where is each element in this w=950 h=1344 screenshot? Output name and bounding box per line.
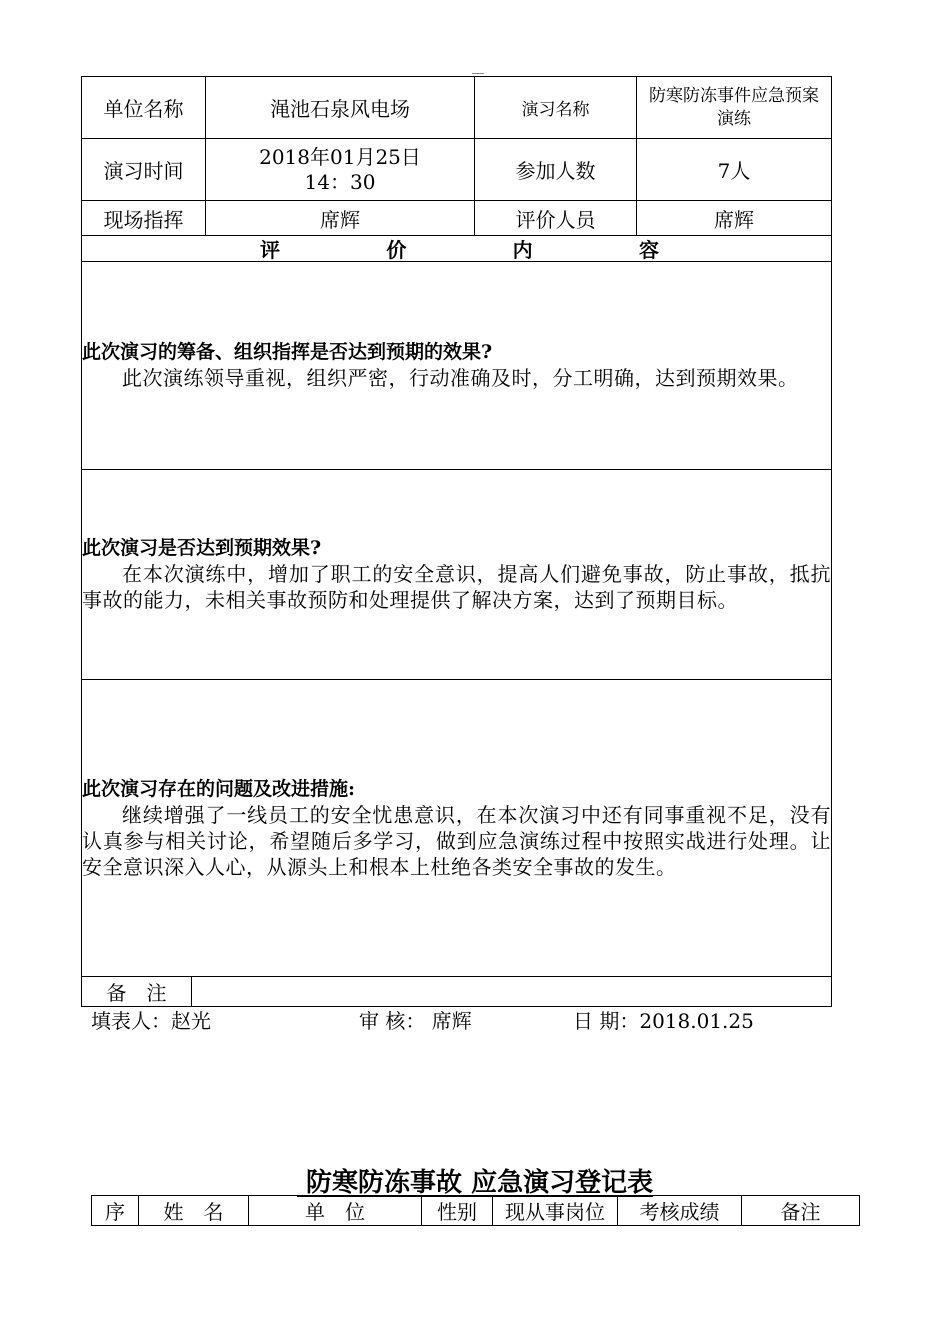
time-clock: 14：30 (304, 169, 376, 194)
heading-char: 价 (386, 238, 407, 262)
section-answer: 此次演练领导重视，组织严密，行动准确及时，分工明确，达到预期效果。 (122, 366, 799, 390)
remark-value (192, 977, 832, 1007)
register-table (91, 1195, 860, 1226)
column-header: 性别 (422, 1196, 493, 1226)
remark-row (81, 976, 832, 1007)
time-date: 2018年01月25日 (259, 144, 421, 169)
column-header: 现从事岗位 (493, 1196, 618, 1226)
section-question: 此次演习是否达到预期效果? (82, 537, 322, 559)
time-value (206, 139, 475, 201)
date: 日 期：2018.01.25 (573, 1009, 754, 1033)
reviewer: 审 核： 席辉 (359, 1009, 472, 1033)
remark-label: 备 注 (82, 977, 192, 1007)
commander-label: 现场指挥 (82, 201, 206, 236)
column-header: 单 位 (249, 1196, 422, 1226)
column-header: 考核成绩 (618, 1196, 742, 1226)
count-label: 参加人数 (475, 139, 637, 201)
section-answer: 继续增强了一线员工的安全忧患意识，在本次演习中还有同事重视不足，没有认真参与相关讨论，希望随后多学习，做到应急演练过程中按照实战进行处理。让安全意识深入人心，从源头上和根本上杜绝各类安全事故的发生。 (82, 802, 831, 879)
section-answer: 在本次演练中，增加了职工的安全意识，提高人们避免事故，防止事故，抵抗事故的能力，未相关事故预防和处理提供了解决方案，达到了预期目标。 (82, 562, 831, 612)
drill-evaluation-table (81, 76, 832, 977)
commander-value: 席辉 (206, 201, 475, 236)
time-label: 演习时间 (82, 139, 206, 201)
evaluation-heading (82, 236, 832, 262)
heading-char: 内 (512, 238, 533, 262)
register-title-part2: 应急演习登记表 (471, 1168, 654, 1198)
evaluator-label: 评价人员 (475, 201, 637, 236)
column-header: 序 (92, 1196, 139, 1226)
register-title (0, 1162, 950, 1199)
column-header: 备注 (742, 1196, 860, 1226)
unit-label: 单位名称 (82, 77, 206, 139)
evaluation-section (82, 470, 832, 680)
page-mark (472, 73, 484, 74)
unit-value: 渑池石泉风电场 (206, 77, 475, 139)
evaluator-value: 席辉 (637, 201, 832, 236)
evaluation-section (82, 262, 832, 470)
drill-name-label: 演习名称 (475, 77, 637, 139)
drill-name-value: 防寒防冻事件应急预案演练 (637, 77, 832, 139)
section-question: 此次演习的筹备、组织指挥是否达到预期的效果? (82, 341, 493, 363)
count-value: 7人 (637, 139, 832, 201)
heading-char: 评 (260, 238, 280, 262)
register-title-part1: 防寒防冻事故 (305, 1168, 462, 1198)
heading-char: 容 (638, 238, 659, 262)
filler: 填表人：赵光 (91, 1009, 211, 1033)
section-question: 此次演习存在的问题及改进措施: (82, 777, 356, 800)
column-header: 姓 名 (139, 1196, 249, 1226)
evaluation-section (82, 680, 832, 977)
